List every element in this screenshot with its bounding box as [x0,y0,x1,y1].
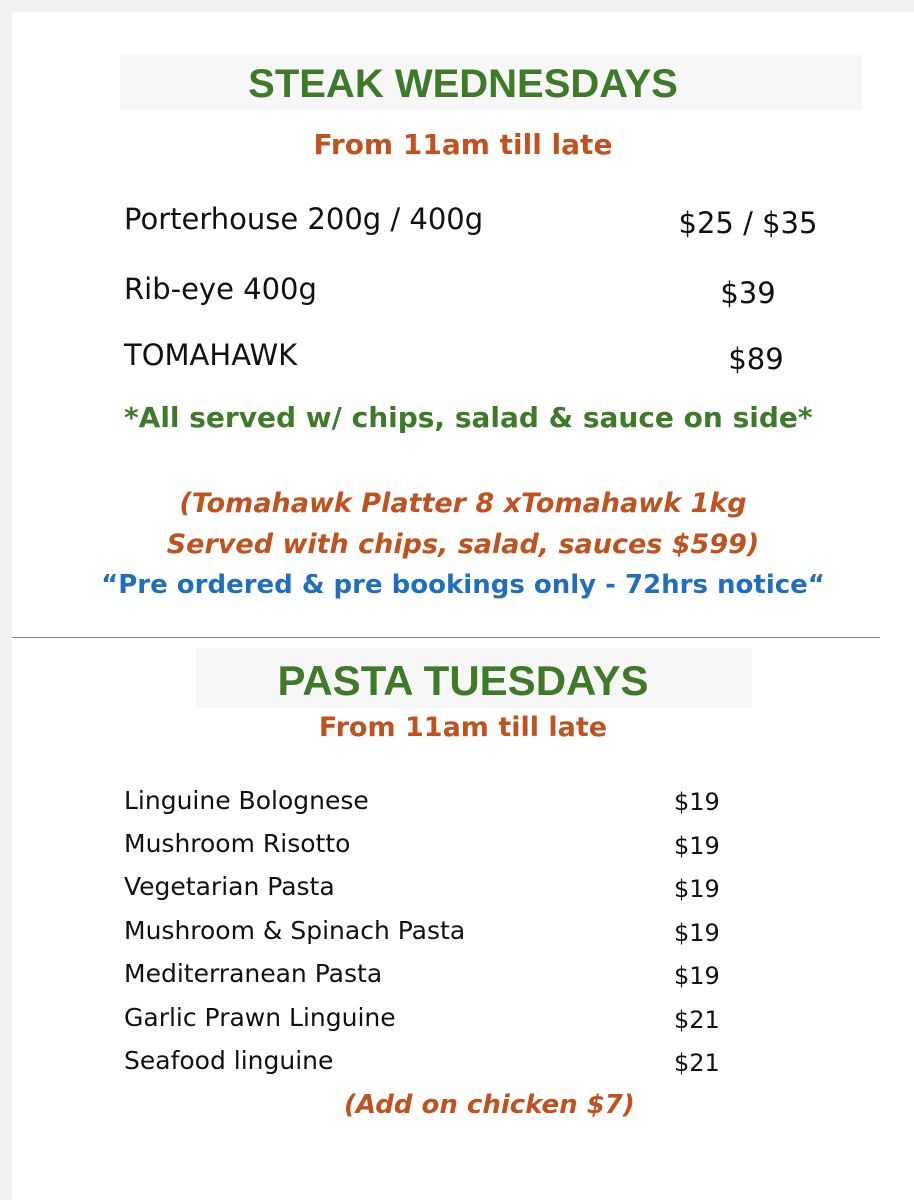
pasta-item-name: Mediterranean Pasta [124,959,383,988]
steak-served-note: *All served w/ chips, salad & sauce on side* [124,401,813,434]
pasta-section-subtitle: From 11am till late [318,712,608,743]
platter-note-line-1: (Tomahawk Platter 8 xTomahawk 1kg [179,488,747,519]
steak-item-price: $89 [728,342,784,376]
pasta-item-price: $21 [674,1006,720,1034]
pasta-item-name: Linguine Bolognese [124,786,369,815]
pasta-item-name: Mushroom Risotto [124,829,351,858]
pasta-item-price: $19 [674,832,720,860]
pasta-item-name: Vegetarian Pasta [124,872,335,901]
pasta-item-name: Seafood linguine [124,1046,334,1075]
steak-item-name: TOMAHAWK [124,338,298,372]
steak-item-price: $25 / $35 [678,206,818,240]
steak-item-price: $39 [720,276,776,310]
pasta-item-name: Mushroom & Spinach Pasta [124,916,466,945]
pasta-item-price: $19 [674,962,720,990]
pasta-item-price: $19 [674,875,720,903]
chicken-addon-note: (Add on chicken $7) [344,1090,635,1120]
menu-page [12,12,914,1200]
platter-note-line-2: Served with chips, salad, sauces $599) [166,529,760,560]
preorder-note: “Pre ordered & pre bookings only - 72hrs notice“ [101,570,825,600]
pasta-item-name: Garlic Prawn Linguine [124,1003,396,1032]
steak-section-title: STEAK WEDNESDAYS [248,62,678,106]
pasta-item-price: $19 [674,919,720,947]
steak-item-name: Rib-eye 400g [124,272,317,306]
steak-section-subtitle: From 11am till late [313,128,613,161]
section-divider [12,637,880,638]
pasta-item-price: $19 [674,788,720,816]
pasta-section-title: PASTA TUESDAYS [277,657,649,704]
pasta-item-price: $21 [674,1049,720,1077]
steak-item-name: Porterhouse 200g / 400g [124,202,484,236]
